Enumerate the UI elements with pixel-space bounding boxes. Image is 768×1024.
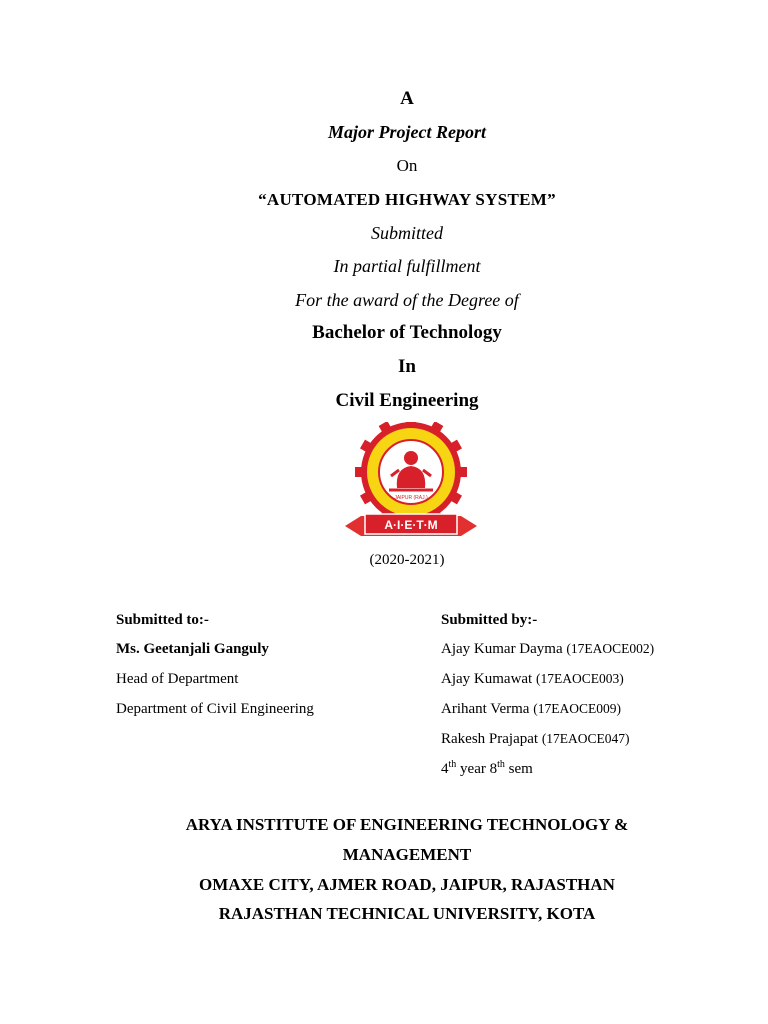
university-name: RAJASTHAN TECHNICAL UNIVERSITY, KOTA xyxy=(218,904,596,923)
title-article: A xyxy=(400,88,414,109)
guide-name: Ms. Geetanjali Ganguly xyxy=(116,641,269,657)
student-name: Rakesh Prajapat xyxy=(441,731,539,747)
year-number: 4 xyxy=(441,761,449,777)
institute-name-line1: ARYA INSTITUTE OF ENGINEERING TECHNOLOGY & xyxy=(185,815,629,834)
student-row xyxy=(441,731,630,748)
student-roll: (17EAOCE009) xyxy=(533,701,621,716)
student-row xyxy=(441,641,654,658)
guide-designation: Head of Department xyxy=(116,671,239,687)
year-suffix: th xyxy=(448,759,457,770)
title-in: In xyxy=(398,356,416,377)
aietm-logo-icon xyxy=(339,422,483,540)
institute-address: OMAXE CITY, AJMER ROAD, JAIPUR, RAJASTHAN xyxy=(199,875,615,894)
year-semester xyxy=(441,759,533,778)
title-on: On xyxy=(396,156,418,175)
degree: Bachelor of Technology xyxy=(312,322,502,343)
logo-subtext: JAIPUR (RAJ.) xyxy=(394,495,428,501)
student-row xyxy=(441,701,621,718)
year-word: year 8 xyxy=(460,761,498,777)
student-roll: (17EAOCE003) xyxy=(535,671,624,686)
student-row xyxy=(441,671,624,688)
student-name: Ajay Kumar Dayma xyxy=(441,641,563,657)
award-line: For the award of the Degree of xyxy=(295,290,519,310)
student-roll: (17EAOCE047) xyxy=(541,731,630,746)
guide-department: Department of Civil Engineering xyxy=(116,701,314,717)
project-title: “AUTOMATED HIGHWAY SYSTEM” xyxy=(258,190,556,209)
logo-text: A·I·E·T·M xyxy=(384,518,438,532)
submitted-label: Submitted xyxy=(371,223,443,243)
partial-fulfillment: In partial fulfillment xyxy=(333,256,481,276)
student-name: Ajay Kumawat xyxy=(441,671,533,687)
submitted-to-heading: Submitted to:- xyxy=(116,612,209,628)
student-roll: (17EAOCE002) xyxy=(566,641,655,656)
branch: Civil Engineering xyxy=(335,390,479,411)
session-years: (2020-2021) xyxy=(369,552,445,568)
institute-name-line2: MANAGEMENT xyxy=(342,845,472,864)
report-type: Major Project Report xyxy=(328,122,486,142)
submitted-by-heading: Submitted by:- xyxy=(441,612,538,628)
student-name: Arihant Verma xyxy=(441,701,530,717)
sem-word: sem xyxy=(508,761,533,777)
sem-suffix: th xyxy=(497,759,505,770)
